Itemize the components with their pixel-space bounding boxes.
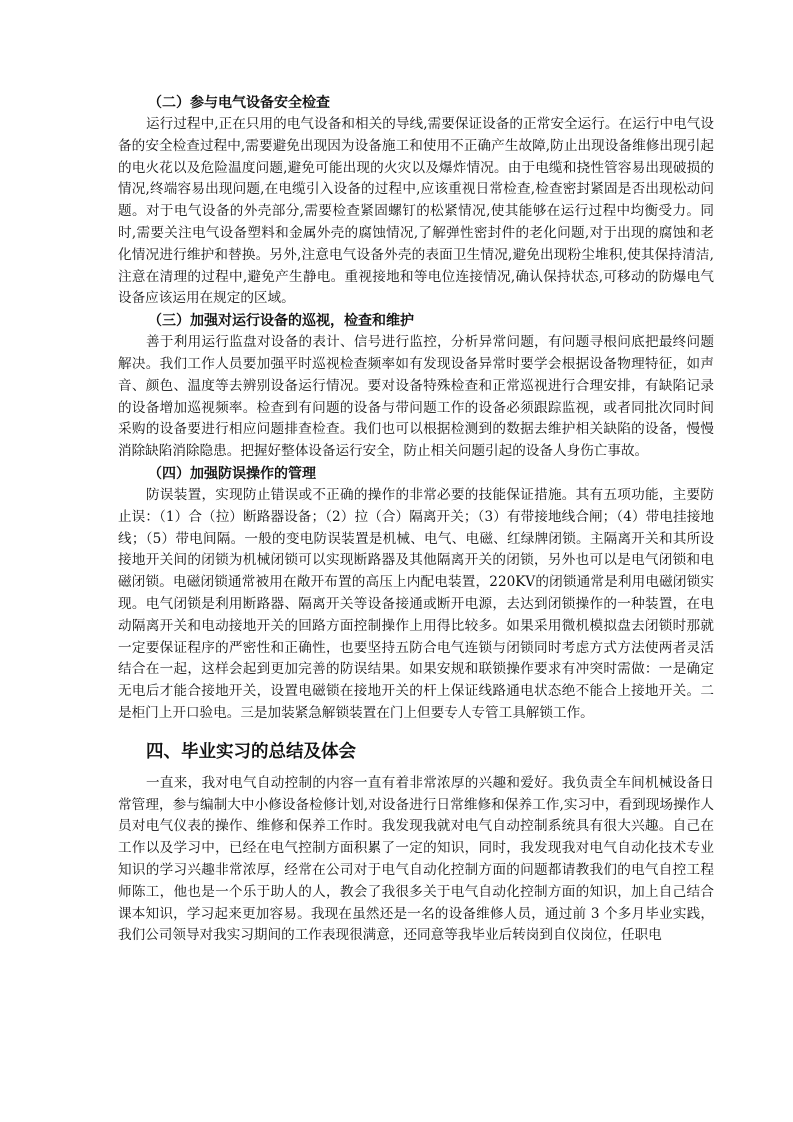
- section-paragraph-safety-check: 运行过程中,正在只用的电气设备和相关的导线,需要保证设备的正常安全运行。在运行中电气设备的安全检查过程中,需要避免出现因为设备施工和使用不正确产生故障,防止出现设备维修出现引起的电火花以及危险温度问题,避免可能出现的火灾以及爆炸情况。由于电缆和挠性管容易出现破损的情况,终端容易出现问题,在电缆引入设备的过程中,应该重视日常检查,检查密封紧固是否出现松动问题。对于电气设备的外壳部分,需要检查紧固螺钉的松紧情况,使其能够在运行过程中均衡受力。同时,需要关注电气设备塑料和金属外壳的腐蚀情况,了解弹性密封件的老化问题,对于出现的腐蚀和老化情况进行维护和替换。另外,注意电气设备外壳的表面卫生情况,避免出现粉尘堆积,使其保持清洁,注意在清理的过程中,避免产生静电。重视接地和等电位连接情况,确认保持状态,可移动的防爆电气设备应该运用在规定的区域。: [118, 116, 714, 307]
- section-heading-safety-check: （二）参与电气设备安全检查: [148, 95, 330, 111]
- section-heading-inspection: （三）加强对运行设备的巡视，检查和维护: [148, 313, 414, 330]
- document-page: [118, 92, 714, 947]
- section-paragraph-anti-misoperation: 防误装置，实现防止错误或不正确的操作的非常必要的技能保证措施。其有五项功能，主要防止误：（1）合（拉）断路器设备；（2）拉（合）隔离开关；（3）有带接地线合闸；（4）带电挂接地线；（5）带电间隔。一般的变电防误装置是机械、电气、电磁、红绿牌闭锁。主隔离开关和其所设接地开关间的闭锁为机械闭锁可以实现断路器及其他隔离开关的闭锁，另外也可以是电气闭锁和电磁闭锁。电磁闭锁通常被用在敞开布置的高压上内配电装置，220KV的闭锁通常是利用电磁闭锁实现。电气闭锁是利用断路器、隔离开关等设备接通或断开电源，去达到闭锁操作的一种装置，在电动隔离开关和电动接地开关的回路方面控制操作上用得比较多。如果采用微机模拟盘去闭锁时那就一定要保证程序的严密性和正确性，也要坚持五防合电气连锁与闭锁同时考虑方式方法使两者灵活结合在一起，这样会起到更加完善的防误结果。如果安规和联锁操作要求有冲突时需做：一是确定无电后才能合接地开关，设置电磁锁在接地开关的杆上保证线路通电状态绝不能合上接地开关。二是柜门上开口验电。三是加装紧急解锁装置在门上但要专人专管工具解锁工作。: [118, 486, 714, 721]
- chapter-heading-summary: 四、毕业实习的总结及体会: [146, 741, 356, 762]
- section-heading-anti-misoperation: （四）加强防误操作的管理: [148, 465, 316, 482]
- section-paragraph-inspection: 善于利用运行监盘对设备的表计、信号进行监控，分析异常问题，有问题寻根问底把最终问题解决。我们工作人员要加强平时巡视检查频率如有发现设备异常时要学会根据设备物理特征，如声音、颜色、温度等去辨别设备运行情况。要对设备特殊检查和正常巡视进行合理安排，有缺陷记录的设备增加巡视频率。检查到有问题的设备与带问题工作的设备必须跟踪监视，或者同批次同时间采购的设备要进行相应问题排查检查。我们也可以根据检测到的数据去维护相关缺陷的设备，慢慢消除缺陷消除隐患。把握好整体设备运行安全，防止相关问题引起的设备人身伤亡事故。: [118, 334, 714, 460]
- chapter-paragraph-summary: 一直来，我对电气自动控制的内容一直有着非常浓厚的兴趣和爱好。我负责全车间机械设备日常管理，参与编制大中小修设备检修计划,对设备进行日常维修和保养工作,实习中，看到现场操作人员对电气仪表的操作、维修和保养工作时。我发现我就对电气自动控制系统具有很大兴趣。自己在工作以及学习中，已经在电气控制方面积累了一定的知识，同时，我发现我对电气自动化技术专业知识的学习兴趣非常浓厚，经常在公司对于电气自动化控制方面的问题都请教我们的电气自控工程师陈工，他也是一个乐于助人的人，教会了我很多关于电气自动化控制方面的知识，加上自己结合课本知识，学习起来更加容易。我现在虽然还是一名的设备维修人员，通过前 3 个多月毕业实践，我们公司领导对我实习期间的工作表现很满意，还同意等我毕业后转岗到自仪岗位，任职电: [118, 774, 714, 944]
